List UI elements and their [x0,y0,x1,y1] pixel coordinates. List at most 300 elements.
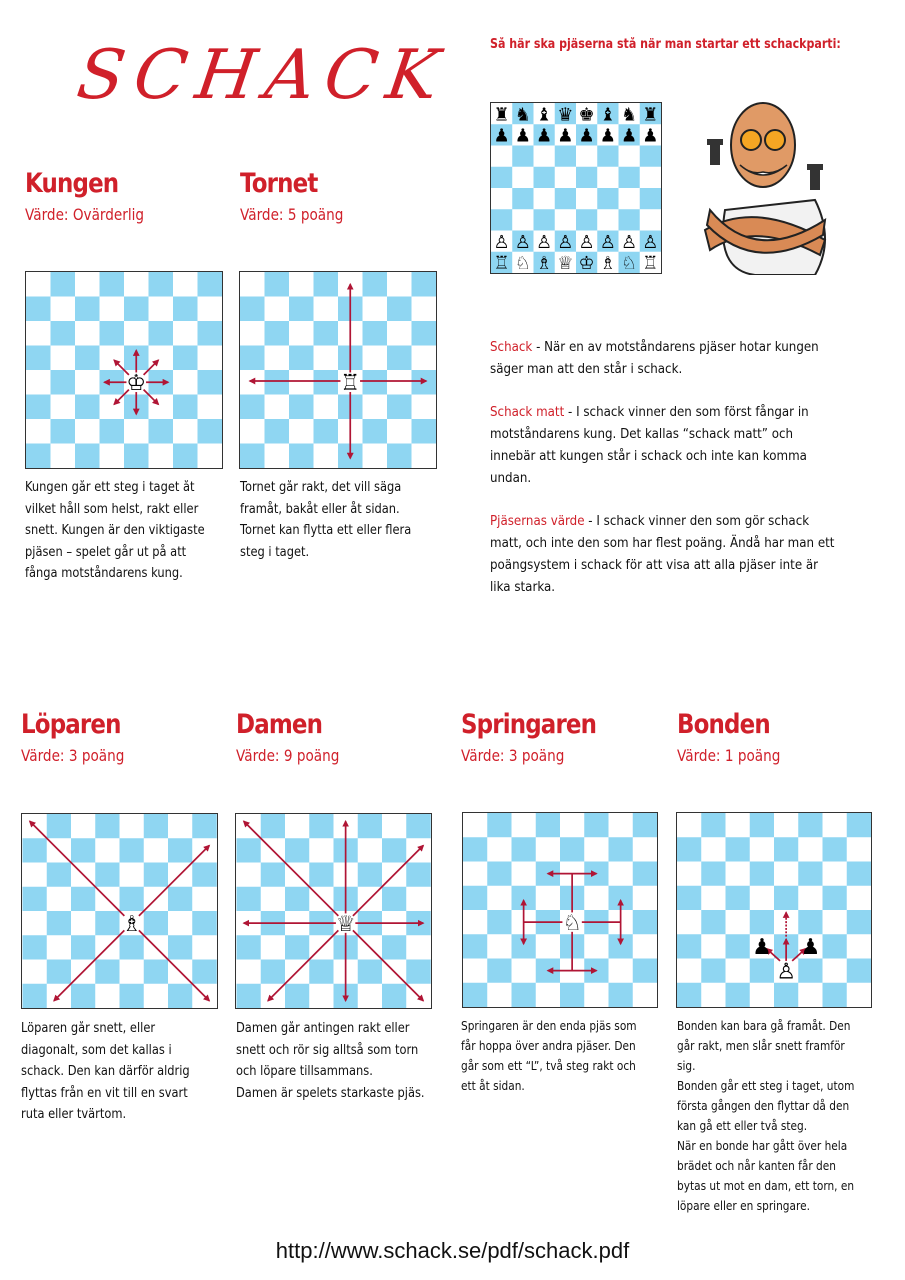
board-square [75,297,100,322]
board-square [144,863,168,887]
board-square [149,444,174,469]
rook-icon [340,371,360,396]
board-square [309,960,333,984]
board-square [512,188,533,209]
board-square [363,444,388,469]
board-square [463,983,487,1007]
start-position-caption: Så här ska pjäserna stå när man startar ett schackparti: [490,37,841,52]
board-springaren [462,812,658,1008]
board-square [75,395,100,420]
board-square [701,862,725,886]
board-square [309,838,333,862]
board-square [412,346,437,371]
board-square [774,983,798,1007]
board-square [314,370,339,395]
piece-value-kungen: Värde: Ovärderlig [25,205,145,224]
board-square [576,188,597,209]
board-square [774,837,798,861]
board-square [726,910,750,934]
piece-value-springaren: Värde: 3 poäng [461,746,565,765]
board-square [382,814,406,838]
board-square [198,272,223,297]
board-square [382,838,406,862]
board-square [487,886,511,910]
board-square [314,297,339,322]
board-square [265,419,290,444]
board-square [677,813,701,837]
board-square [640,188,661,209]
board-square [701,910,725,934]
board-square [23,911,47,935]
board-kungen [25,271,223,469]
description-paragraph: Kungen går ett steg i taget åt vilket håll som helst, rakt eller snett. Kungen är den viktigaste pjäsen – spelet går ut på att fånga motståndarens kung. [25,480,205,581]
board-square [491,209,512,230]
piece-description-springaren [461,1016,637,1096]
board-square [609,983,633,1007]
board-square [173,370,198,395]
board-square [633,910,657,934]
chess-piece-icon [642,253,658,273]
piece-description-kungen [25,477,214,585]
piece-value-loparen: Värde: 3 poäng [21,746,125,765]
start-position-board [490,102,662,274]
board-square [534,188,555,209]
board-square [823,910,847,934]
board-square [726,934,750,958]
board-square [412,419,437,444]
board-square [26,321,51,346]
board-square [633,959,657,983]
board-square [512,209,533,230]
board-square [285,838,309,862]
chess-piece-icon [515,104,531,125]
board-square [555,209,576,230]
description-paragraph: Bonden går ett steg i taget, utom första gången den flyttar då den kan gå ett eller två steg. [677,1079,855,1133]
board-square [173,297,198,322]
board-square [560,983,584,1007]
board-square [23,984,47,1008]
board-square [198,297,223,322]
definition-schack-matt [490,401,842,489]
chess-piece-icon [579,232,595,253]
board-square [387,297,412,322]
board-square [71,838,95,862]
board-square [387,321,412,346]
board-square [120,935,144,959]
board-square [406,935,430,959]
board-square [798,813,822,837]
board-square [576,146,597,167]
board-square [173,346,198,371]
chess-piece-icon [536,104,552,125]
board-square [609,813,633,837]
board-square [774,862,798,886]
board-bonden [676,812,872,1008]
chess-piece-icon [600,253,616,273]
board-square [463,837,487,861]
chess-piece-icon [515,232,531,253]
board-squares [240,272,436,468]
board-square [534,146,555,167]
board-square [237,935,261,959]
board-square [75,321,100,346]
bishop-icon [122,912,142,937]
board-square [633,813,657,837]
board-square [192,935,216,959]
board-square [701,983,725,1007]
board-square [173,272,198,297]
board-square [168,887,192,911]
board-square [261,960,285,984]
board-square [51,395,76,420]
board-square [26,297,51,322]
board-square [798,910,822,934]
board-square [23,935,47,959]
board-square [463,910,487,934]
chess-piece-icon [515,253,531,273]
board-square [609,862,633,886]
board-square [265,370,290,395]
board-square [237,863,261,887]
board-square [144,984,168,1008]
board-square [289,272,314,297]
board-square [23,887,47,911]
board-square [406,814,430,838]
board-square [289,346,314,371]
board-square [412,272,437,297]
board-square [798,959,822,983]
board-square [677,910,701,934]
board-square [412,297,437,322]
definition-term: Schack matt [490,404,565,420]
board-square [798,983,822,1007]
board-square [149,321,174,346]
chess-piece-icon [579,253,595,273]
description-paragraph: Damen går antingen rakt eller snett och rör sig alltså som torn och löpare tillsammans. [236,1021,419,1079]
board-square [198,444,223,469]
board-square [314,321,339,346]
board-square [387,370,412,395]
board-square [192,863,216,887]
board-square [701,959,725,983]
board-square [847,983,871,1007]
board-square [576,167,597,188]
piece-description-damen [236,1018,425,1104]
board-square [633,983,657,1007]
board-square [823,886,847,910]
board-square [51,419,76,444]
board-square [51,346,76,371]
footer-url-link[interactable]: http://www.schack.se/pdf/schack.pdf [275,1238,630,1263]
board-square [237,887,261,911]
chess-piece-icon [621,232,637,253]
chess-piece-icon [621,126,637,147]
board-square [173,321,198,346]
board-square [358,838,382,862]
chess-piece-icon [536,232,552,253]
board-square [168,911,192,935]
board-square [95,863,119,887]
piece-description-tornet [240,477,416,563]
board-square [487,813,511,837]
board-square [149,297,174,322]
board-square [26,395,51,420]
chess-piece-icon [600,232,616,253]
piece-value-damen: Värde: 9 poäng [236,746,340,765]
board-square [173,444,198,469]
board-square [597,167,618,188]
board-square [120,984,144,1008]
board-square [120,960,144,984]
board-square [847,837,871,861]
chess-piece-icon [642,126,658,147]
board-square [289,370,314,395]
board-square [198,395,223,420]
board-square [124,321,149,346]
board-square [120,814,144,838]
board-square [285,935,309,959]
board-square [124,272,149,297]
chess-piece-icon [557,126,573,147]
board-square [173,395,198,420]
board-square [265,346,290,371]
board-square [726,837,750,861]
board-square [633,886,657,910]
chess-piece-icon [642,232,658,253]
piece-heading-loparen: Löparen [21,709,121,740]
definition-pjasernas-varde [490,510,842,598]
board-square [677,959,701,983]
board-square [71,814,95,838]
board-square [285,814,309,838]
board-square [309,863,333,887]
rules-definitions [490,336,842,619]
chess-piece-icon [642,104,658,125]
board-square [144,814,168,838]
board-square [26,346,51,371]
white-pawn-icon [776,959,796,984]
board-square [265,444,290,469]
board-square [491,167,512,188]
board-square [144,838,168,862]
board-square [823,934,847,958]
board-square [95,838,119,862]
board-square [512,837,536,861]
board-square [512,167,533,188]
board-square [358,960,382,984]
definition-term: Pjäsernas värde [490,513,585,529]
board-square [198,370,223,395]
board-square [363,321,388,346]
board-square [412,395,437,420]
piece-heading-tornet: Tornet [240,168,318,199]
black-pawn-icon [752,935,772,960]
board-square [124,419,149,444]
board-square [701,886,725,910]
board-square [847,934,871,958]
board-square [265,321,290,346]
king-icon [126,371,146,396]
board-square [536,837,560,861]
chess-piece-icon [515,126,531,147]
description-paragraph: Bonden kan bara gå framåt. Den går rakt, men slår snett framför sig. [677,1019,851,1073]
board-square [555,188,576,209]
board-square [261,887,285,911]
board-square [750,959,774,983]
board-square [677,886,701,910]
board-square [51,272,76,297]
board-square [23,863,47,887]
board-square [555,167,576,188]
chess-piece-icon [621,104,637,125]
board-square [144,911,168,935]
chess-piece-icon [536,253,552,273]
board-square [265,395,290,420]
board-square [534,209,555,230]
board-square [750,886,774,910]
chess-piece-icon [557,232,573,253]
board-square [309,984,333,1008]
board-square [240,272,265,297]
board-square [619,188,640,209]
board-square [95,911,119,935]
board-square [512,983,536,1007]
board-square [192,960,216,984]
board-tornet [239,271,437,469]
board-square [51,297,76,322]
board-square [75,444,100,469]
board-square [51,321,76,346]
board-square [412,444,437,469]
board-square [584,934,608,958]
board-square [149,272,174,297]
board-square [847,813,871,837]
board-square [237,960,261,984]
board-square [100,419,125,444]
board-square [619,209,640,230]
board-square [289,444,314,469]
board-square [71,984,95,1008]
board-square [285,984,309,1008]
board-square [26,444,51,469]
board-square [95,960,119,984]
board-square [726,813,750,837]
board-square [512,959,536,983]
knight-icon [562,911,582,936]
piece-heading-damen: Damen [236,709,323,740]
board-loparen [21,813,218,1009]
board-square [677,837,701,861]
board-square [71,911,95,935]
piece-description-loparen [21,1018,210,1126]
board-square [95,814,119,838]
board-square [95,984,119,1008]
board-square [487,910,511,934]
board-square [798,886,822,910]
board-square [120,887,144,911]
board-square [677,983,701,1007]
board-square [823,837,847,861]
definition-text: - I schack vinner den som gör schack matt, och inte den som har flest poäng. Ändå har man ett poängsystem i schack för att visa att alla pjäser inte är lika starka. [490,513,835,595]
board-square [47,960,71,984]
piece-description-bonden [677,1016,866,1216]
board-square [261,935,285,959]
board-square [536,934,560,958]
cartoon-chess-player-illustration [695,90,835,275]
board-square [120,838,144,862]
board-square [363,395,388,420]
board-square [823,862,847,886]
board-square [726,959,750,983]
board-square [823,813,847,837]
board-square [314,346,339,371]
board-square [363,272,388,297]
chess-piece-icon [557,253,573,273]
board-square [363,297,388,322]
board-square [75,419,100,444]
description-paragraph: Tornet går rakt, det vill säga framåt, bakåt eller åt sidan. Tornet kan flytta ett eller flera steg i taget. [240,480,412,560]
chess-piece-icon [494,104,510,125]
board-square [382,887,406,911]
board-square [240,419,265,444]
board-square [640,209,661,230]
board-square [412,321,437,346]
board-square [237,984,261,1008]
board-square [309,814,333,838]
board-square [774,813,798,837]
board-square [619,167,640,188]
chess-piece-icon [600,104,616,125]
board-square [173,419,198,444]
board-square [75,370,100,395]
board-damen [235,813,432,1009]
description-paragraph: Springaren är den enda pjäs som får hoppa över andra pjäser. Den går som ett “L”, två steg rakt och ett åt sidan. [461,1019,637,1093]
definition-schack [490,336,842,380]
board-square [512,862,536,886]
board-square [823,959,847,983]
chess-piece-icon [557,104,573,125]
board-square [677,862,701,886]
board-square [47,935,71,959]
board-square [406,887,430,911]
board-square [487,983,511,1007]
board-square [168,838,192,862]
board-square [289,395,314,420]
board-square [463,934,487,958]
board-square [487,959,511,983]
piece-value-bonden: Värde: 1 poäng [677,746,781,765]
board-square [560,813,584,837]
board-square [597,209,618,230]
board-square [677,934,701,958]
board-square [47,887,71,911]
board-square [382,935,406,959]
board-square [124,444,149,469]
board-square [265,297,290,322]
definition-text: - I schack vinner den som först fångar in motståndarens kung. Det kallas “schack matt” och innebär att kungen står i schack och inte kan komma undan. [490,404,809,486]
board-square [144,960,168,984]
board-square [285,887,309,911]
piece-value-tornet: Värde: 5 poäng [240,205,344,224]
board-square [640,167,661,188]
board-square [536,983,560,1007]
board-square [597,188,618,209]
board-square [47,863,71,887]
board-square [382,984,406,1008]
board-square [750,983,774,1007]
board-square [23,838,47,862]
board-square [512,813,536,837]
